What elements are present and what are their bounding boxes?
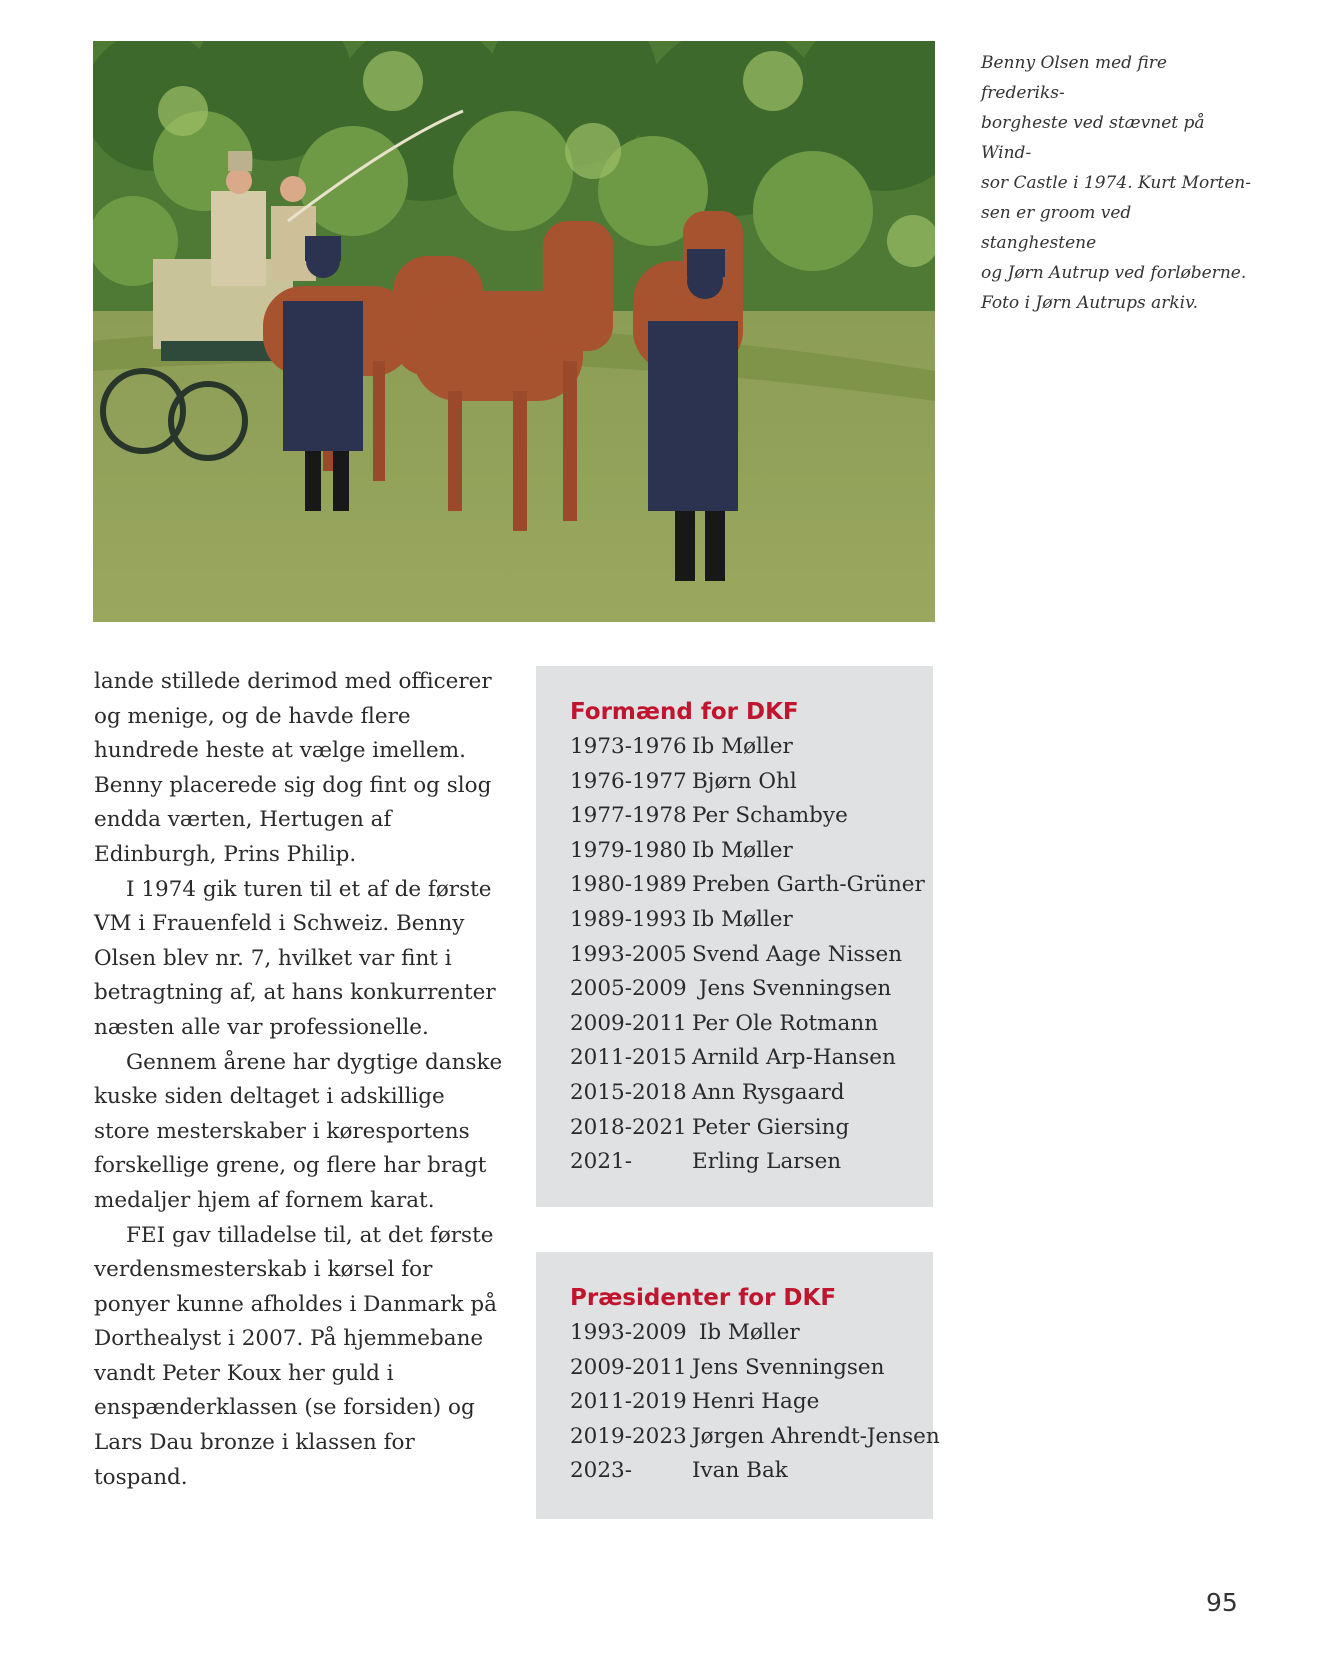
years: 2023- <box>570 1458 632 1484</box>
list-item <box>570 972 933 1007</box>
person-name: Svend Aage Nissen <box>692 941 903 967</box>
list-item <box>570 730 933 765</box>
caption-line: sen er groom ved stanghestene <box>981 203 1132 253</box>
body-paragraph: FEI gav tilladelse til, at det første verdensmesterskab i kørsel for ponyer kunne afholdes i Danmark på Dorthealyst i 2007. På hjemmebane vandt Peter Koux her guld i enspænderklassen (se forsiden) og Lars Dau bronze i klassen for tospand. <box>94 1222 497 1490</box>
list-item <box>570 1385 933 1420</box>
list-item <box>570 1145 933 1180</box>
list-item <box>570 1316 933 1351</box>
person-name: Ivan Bak <box>692 1458 788 1484</box>
person-name: Ib Møller <box>692 1320 800 1345</box>
formaend-box <box>536 666 933 1207</box>
article-body <box>94 665 504 1495</box>
list-item <box>570 765 933 800</box>
photo-carriage-four-horses-icon <box>93 41 935 622</box>
years: 1979-1980 <box>570 837 687 863</box>
person-name: Henri Hage <box>692 1389 820 1415</box>
body-paragraph: Gennem årene har dygtige danske kuske siden deltaget i adskillige store mesterskaber i køresportens forskellige grene, og flere har bragt medaljer hjem af fornem karat. <box>94 1049 503 1213</box>
person-name: Ib Møller <box>692 906 793 932</box>
caption-line: Benny Olsen med fire frederiks- <box>981 53 1167 103</box>
person-name: Jens Svenningsen <box>692 976 892 1002</box>
praesidenter-box <box>536 1252 940 1519</box>
page-number: 95 <box>1206 1588 1238 1617</box>
years: 1993-2005 <box>570 941 687 967</box>
person-name: Per Ole Rotmann <box>692 1010 879 1036</box>
years: 1973-1976 <box>570 734 687 759</box>
years: 2011-2019 <box>570 1389 687 1415</box>
person-name: Preben Garth-Grüner <box>692 872 925 898</box>
person-name: Arnild Arp-Hansen <box>692 1045 896 1071</box>
years: 2021- <box>570 1149 632 1175</box>
list-item <box>570 1041 933 1076</box>
list-item <box>570 1007 933 1042</box>
person-name: Peter Giersing <box>692 1114 850 1140</box>
caption-line: Foto i Jørn Autrups arkiv. <box>981 293 1199 313</box>
list-item <box>570 903 933 938</box>
years: 1977-1978 <box>570 803 687 829</box>
list-item <box>570 868 933 903</box>
list-item <box>570 1420 940 1455</box>
person-name: Ib Møller <box>692 837 793 863</box>
years: 2015-2018 <box>570 1079 687 1105</box>
person-name: Erling Larsen <box>692 1149 842 1175</box>
caption-line: borgheste ved stævnet på Wind- <box>981 113 1205 163</box>
list-item <box>570 1454 933 1489</box>
caption-line: og Jørn Autrup ved forløberne. <box>981 263 1247 283</box>
years: 1993-2009 <box>570 1320 687 1345</box>
photo-caption <box>981 48 1251 318</box>
carriage-photo <box>93 41 935 622</box>
list-item <box>570 799 933 834</box>
list-item <box>570 1351 933 1386</box>
list-item <box>570 1111 933 1146</box>
body-paragraph: I 1974 gik turen til et af de første VM i Frauenfeld i Schweiz. Benny Olsen blev nr. 7, hvilket var fint i betragtning af, at hans konkurrenter næsten alle var professionelle. <box>94 876 496 1040</box>
years: 2019-2023 <box>570 1423 687 1449</box>
years: 2009-2011 <box>570 1010 687 1036</box>
years: 2018-2021 <box>570 1114 687 1140</box>
person-name: Jørgen Ahrendt-Jensen <box>692 1423 940 1449</box>
list-item <box>570 1076 933 1111</box>
caption-line: sor Castle i 1974. Kurt Morten- <box>981 173 1251 193</box>
formaend-title: Formænd for DKF <box>570 699 799 725</box>
list-item <box>570 834 933 869</box>
person-name: Bjørn Ohl <box>692 768 797 794</box>
years: 2005-2009 <box>570 976 687 1002</box>
person-name: Ann Rysgaard <box>692 1079 845 1105</box>
person-name: Ib Møller <box>692 734 793 759</box>
years: 1980-1989 <box>570 872 687 898</box>
years: 2011-2015 <box>570 1045 687 1071</box>
body-paragraph: lande stillede derimod med officerer og menige, og de havde flere hundrede heste at vælge imellem. Benny placerede sig dog fint og slog endda værten, Hertugen af Edinburgh, Prins Philip. <box>94 669 492 867</box>
person-name: Per Schambye <box>692 803 848 829</box>
years: 1976-1977 <box>570 768 687 794</box>
praesidenter-title: Præsidenter for DKF <box>570 1285 837 1311</box>
list-item <box>570 938 933 973</box>
years: 1989-1993 <box>570 906 687 932</box>
person-name: Jens Svenningsen <box>692 1354 885 1380</box>
years: 2009-2011 <box>570 1354 687 1380</box>
